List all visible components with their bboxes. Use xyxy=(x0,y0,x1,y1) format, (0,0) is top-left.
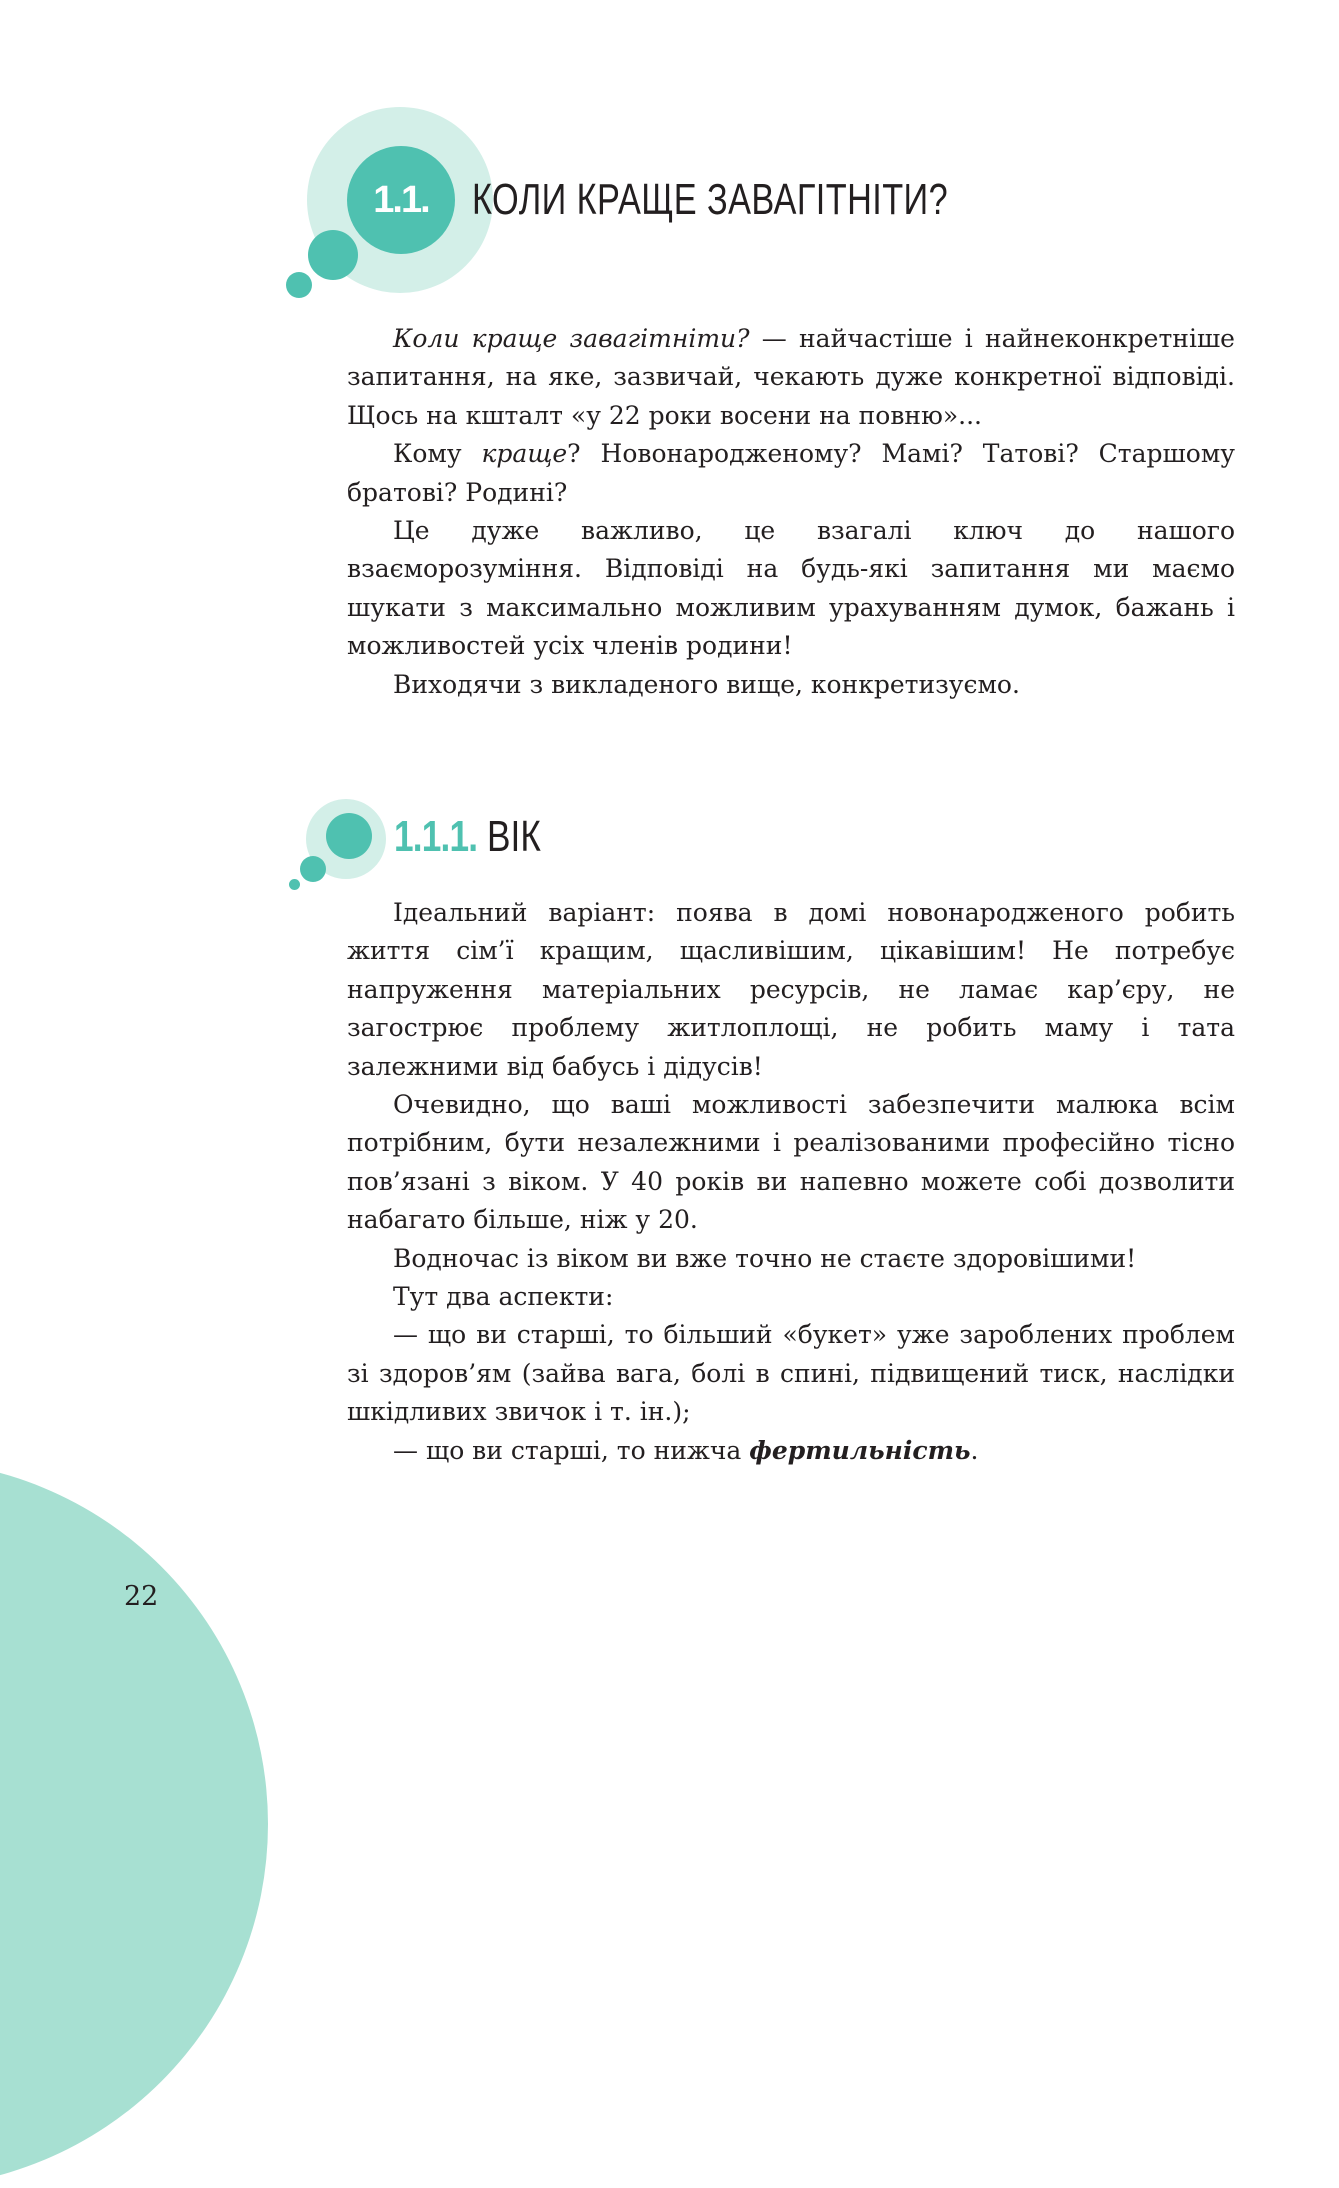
section-number: 1.1. xyxy=(373,178,429,221)
lead-question: Коли краще завагітніти? xyxy=(393,324,750,353)
paragraph-text: Очевидно, що ваші можливості забезпечити малюка всім потрібним, бути незалежними і реалізованими професійно тісно пов’язані з віком. У 40 років ви напевно можете собі дозволити набагато більше, ніж у 20. xyxy=(347,1090,1235,1235)
paragraph-text: — що ви старші, то нижча xyxy=(393,1435,750,1465)
page-number: 22 xyxy=(124,1581,159,1612)
paragraph-text: Виходячи з викладеного вище, конкретизуємо. xyxy=(393,669,1020,699)
section-1-body xyxy=(347,320,1235,704)
paragraph xyxy=(347,666,1235,704)
subheading-decor-bubble xyxy=(300,856,326,882)
paragraph xyxy=(347,894,1235,1086)
paragraph xyxy=(347,435,1235,512)
paragraph xyxy=(347,1316,1235,1431)
subsection-number: 1.1.1. xyxy=(394,812,478,861)
paragraph-text: Тут два аспекти: xyxy=(393,1282,614,1312)
paragraph-text: Ідеальний варіант: поява в домі новонародженого робить життя сім’ї кращим, щасливішим, цікавішим! Не потребує напруження матеріальних ресурсів, не ламає кар’єру, не загострює проблему житлоплощі, не робить маму і тата залежними від бабусь і дідусів! xyxy=(347,898,1235,1081)
paragraph-text: Кому xyxy=(393,439,482,469)
key-term: фертильність xyxy=(749,1435,971,1465)
section-2-body xyxy=(347,894,1235,1470)
paragraph xyxy=(347,1432,1235,1470)
paragraph xyxy=(347,1086,1235,1240)
paragraph-text: ? Новонародженому? Мамі? Татові? Старшому братові? Родині? xyxy=(347,439,1235,507)
subheading-decor-circle xyxy=(326,813,372,859)
subsection-title: ВІК xyxy=(477,812,541,861)
paragraph-text: Це дуже важливо, це взагалі ключ до нашого взаєморозуміння. Відповіді на будь-які запитання ми маємо шукати з максимально можливим урахуванням думок, бажань і можливостей усіх членів родини! xyxy=(347,516,1235,661)
emphasis: краще xyxy=(481,439,568,469)
paragraph-text: . xyxy=(970,1435,979,1465)
corner-decor-circle xyxy=(0,1460,268,2188)
paragraph xyxy=(347,320,1235,435)
paragraph xyxy=(347,512,1235,666)
paragraph xyxy=(347,1240,1235,1278)
subheading-decor-dot xyxy=(289,879,300,890)
subsection-heading xyxy=(394,811,541,863)
paragraph-text: — що ви старші, то більший «букет» уже зароблених проблем зі здоров’ям (зайва вага, болі в спині, підвищений тиск, наслідки шкідливих звичок і т. ін.); xyxy=(347,1320,1235,1427)
heading-decor-dot xyxy=(286,272,312,298)
paragraph-text: — найчастіше і найнеконкретніше запитання, на яке, зазвичай, чекають дуже конкретної відповіді. Щось на кшталт «у 22 роки восени на повню»... xyxy=(347,324,1235,430)
paragraph xyxy=(347,1278,1235,1316)
paragraph-text: Водночас із віком ви вже точно не стаєте здоровішими! xyxy=(393,1243,1137,1273)
section-title: КОЛИ КРАЩЕ ЗАВАГІТНІТИ? xyxy=(472,175,949,224)
